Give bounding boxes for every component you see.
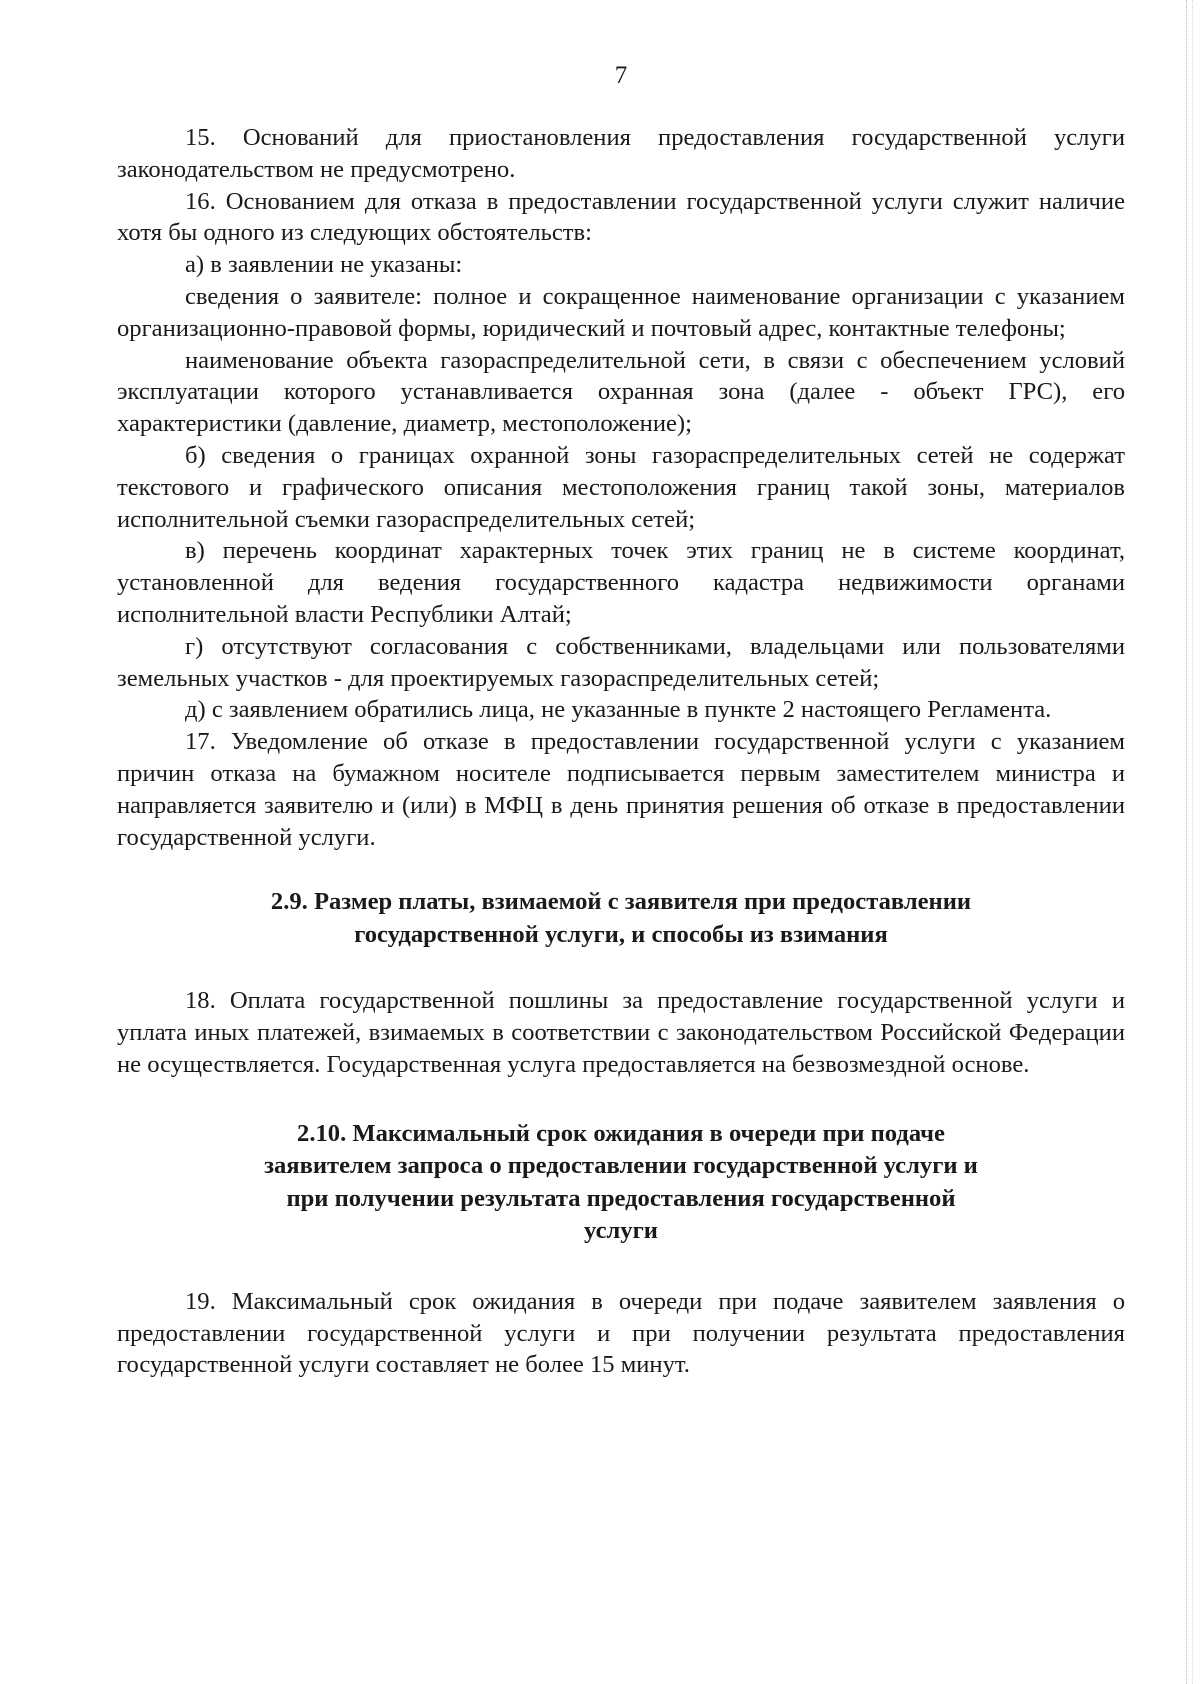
section-heading-2-10: 2.10. Максимальный срок ожидания в очереди при подаче заявителем запроса о предоставлении государственной услуги и при получении результата предоставления государственной услуги	[264, 1119, 978, 1245]
document-body	[117, 122, 1125, 1381]
paragraph-17: 17. Уведомление об отказе в предоставлении государственной услуги с указанием причин отказа на бумажном носителе подписывается первым заместителем министра и направляется заявителю и (или) в МФЦ в день принятия решения об отказе в предоставлении государственной услуги.	[117, 728, 1125, 851]
paragraph-16-a-object: наименование объекта газораспределительной сети, в связи с обеспечением условий эксплуатации которого устанавливается охранная зона (далее - объект ГРС), его характеристики (давление, диаметр, местоположение);	[117, 346, 1125, 438]
page-number: 7	[614, 62, 628, 89]
paragraph-15: 15. Оснований для приостановления предоставления государственной услуги законодательством не предусмотрено.	[117, 124, 1125, 183]
paragraph-16-d: д) с заявлением обратились лица, не указанные в пункте 2 настоящего Регламента.	[185, 696, 1052, 724]
paragraph-16-v: в) перечень координат характерных точек этих границ не в системе координат, установленной для ведения государственного кадастра недвижимости органами исполнительной власти Республики Алтай;	[117, 537, 1125, 628]
paragraph-16-b: б) сведения о границах охранной зоны газораспределительных сетей не содержат текстового и графического описания местоположения границ такой зоны, материалов исполнительной съемки газораспределительных сетей;	[117, 441, 1125, 533]
document-page	[117, 0, 1125, 1684]
paragraph-19: 19. Максимальный срок ожидания в очереди при подаче заявителем заявления о предоставлении государственной услуги и при получении результата предоставления государственной услуги составляет не более 15 минут.	[117, 1287, 1125, 1379]
paragraph-16-a-applicant: сведения о заявителе: полное и сокращенное наименование организации с указанием организационно-правовой формы, юридический и почтовый адрес, контактные телефоны;	[117, 282, 1125, 342]
scan-edge-mark-secondary	[1192, 0, 1194, 1684]
paragraph-18: 18. Оплата государственной пошлины за предоставление государственной услуги и уплата иных платежей, взимаемых в соответствии с законодательством Российской Федерации не осуществляется. Государственная услуга предоставляется на безвозмездной основе.	[117, 987, 1125, 1078]
paragraph-16: 16. Основанием для отказа в предоставлении государственной услуги служит наличие хотя бы одного из следующих обстоятельств:	[117, 187, 1125, 247]
paragraph-16-a: а) в заявлении не указаны:	[185, 251, 463, 279]
paragraph-16-g: г) отсутствуют согласования с собственниками, владельцами или пользователями земельных участков - для проектируемых газораспределительных сетей;	[117, 632, 1125, 692]
scan-edge-mark	[1186, 0, 1188, 1684]
section-heading-2-9: 2.9. Размер платы, взимаемой с заявителя при предоставлении государственной услуги, и способы из взимания	[270, 888, 972, 948]
